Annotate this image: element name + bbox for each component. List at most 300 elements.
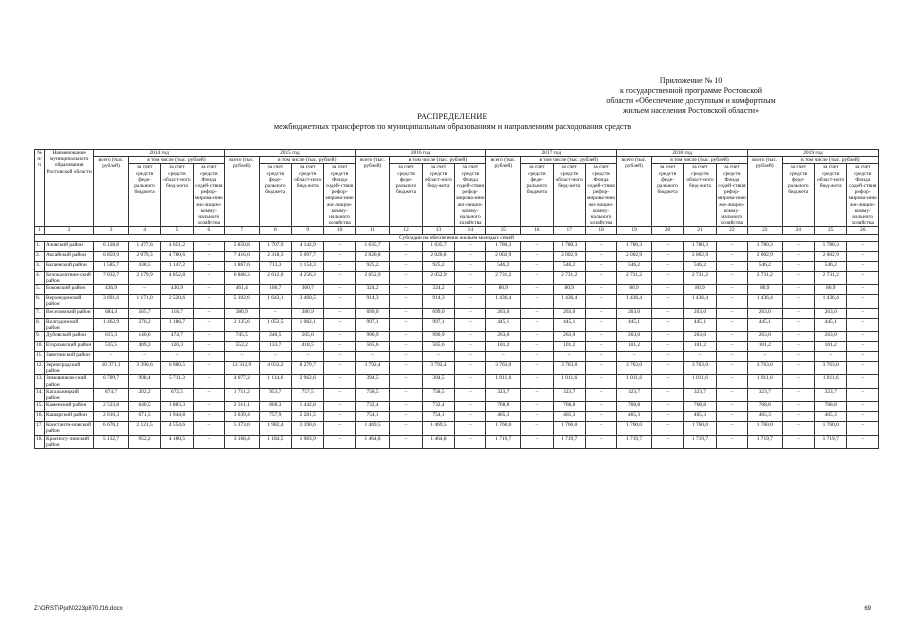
row-number: 9.: [35, 332, 45, 342]
municipality-name: Аксайский район: [45, 251, 94, 261]
row-number: 6.: [35, 295, 45, 308]
value-cell: 546,2: [815, 261, 847, 271]
value-cell: 672,5: [161, 388, 193, 401]
value-cell: –: [651, 352, 683, 362]
value-cell: –: [193, 375, 224, 388]
value-cell: –: [521, 352, 553, 362]
value-cell: 1 707,9: [259, 241, 291, 251]
value-cell: 2 052,9: [355, 271, 390, 284]
value-cell: 768,8: [617, 402, 652, 412]
distribution-table: [34, 149, 879, 449]
value-cell: –: [94, 352, 129, 362]
header-including: в том числе (тыс. рублей): [521, 157, 617, 164]
header-number: № п/п: [35, 150, 45, 227]
value-cell: 997,1: [422, 318, 454, 331]
value-cell: 1 719,7: [684, 435, 716, 448]
value-cell: 3 763,0: [747, 362, 782, 375]
value-cell: 10 371,1: [94, 362, 129, 375]
header-source: за счет средств феде-рального бюджета: [651, 164, 683, 227]
value-cell: 101,2: [486, 342, 521, 352]
value-cell: –: [455, 422, 486, 435]
table-row: [35, 352, 879, 362]
column-number: 5: [161, 227, 193, 234]
value-cell: 768,8: [815, 402, 847, 412]
value-cell: –: [782, 342, 814, 352]
value-cell: –: [455, 402, 486, 412]
value-cell: 1 585,7: [94, 261, 129, 271]
value-cell: 1 436,4: [617, 295, 652, 308]
value-cell: 565,6: [422, 342, 454, 352]
value-cell: 80,9: [486, 285, 521, 295]
value-cell: 263,0: [486, 332, 521, 342]
value-cell: –: [651, 261, 683, 271]
table-row: [35, 412, 879, 422]
value-cell: –: [193, 271, 224, 284]
column-number: 2: [45, 227, 94, 234]
value-cell: –: [390, 435, 422, 448]
value-cell: –: [684, 352, 716, 362]
value-cell: –: [128, 285, 160, 295]
value-cell: 671,5: [128, 412, 160, 422]
value-cell: –: [193, 342, 224, 352]
value-cell: 100,7: [259, 285, 291, 295]
table-row: [35, 362, 879, 375]
value-cell: 1 760,0: [684, 422, 716, 435]
value-cell: –: [193, 332, 224, 342]
value-cell: 418,5: [292, 342, 324, 352]
value-cell: 465,3: [553, 412, 585, 422]
value-cell: –: [847, 332, 879, 342]
value-cell: –: [747, 352, 782, 362]
value-cell: 1 719,7: [815, 435, 847, 448]
value-cell: –: [716, 362, 747, 375]
value-cell: 552,2: [224, 342, 259, 352]
value-cell: –: [259, 308, 291, 318]
value-cell: –: [521, 308, 553, 318]
value-cell: 1 719,7: [617, 435, 652, 448]
row-number: 18.: [35, 435, 45, 448]
value-cell: –: [390, 342, 422, 352]
value-cell: –: [585, 241, 616, 251]
value-cell: 1 436,4: [684, 295, 716, 308]
value-cell: 5 711,3: [161, 375, 193, 388]
value-cell: 1 780,3: [617, 241, 652, 251]
header-total: всего (тыс. рублей): [486, 157, 521, 227]
value-cell: –: [782, 318, 814, 331]
value-cell: –: [782, 241, 814, 251]
header-source: за счет средств феде-рального бюджета: [259, 164, 291, 227]
row-number: 16.: [35, 412, 45, 422]
value-cell: 263,0: [815, 332, 847, 342]
value-cell: –: [193, 435, 224, 448]
value-cell: –: [455, 342, 486, 352]
row-number: 5.: [35, 285, 45, 295]
value-cell: –: [521, 318, 553, 331]
value-cell: 5 097,7: [292, 251, 324, 261]
value-cell: –: [585, 388, 616, 401]
table-row: [35, 422, 879, 435]
value-cell: –: [193, 285, 224, 295]
value-cell: –: [521, 412, 553, 422]
header-source: за счет средств Фонда содей-ствия рефор-мирова-нию жи-лищно-комму-нального хозяйства: [717, 164, 746, 227]
value-cell: 2 135,6: [224, 318, 259, 331]
row-number: 11.: [35, 352, 45, 362]
header-source: за счет средств феде-рального бюджета: [782, 164, 814, 227]
value-cell: –: [324, 318, 355, 331]
municipality-name: Кагальницкий район: [45, 388, 94, 401]
value-cell: 323,7: [486, 388, 521, 401]
value-cell: 386,9: [292, 308, 324, 318]
value-cell: 394,5: [422, 375, 454, 388]
value-cell: 6 980,5: [161, 362, 193, 375]
value-cell: –: [193, 308, 224, 318]
value-cell: 4 256,3: [292, 271, 324, 284]
value-cell: 925,2: [355, 261, 390, 271]
header-including: в том числе (тыс. рублей): [651, 157, 747, 164]
value-cell: –: [455, 352, 486, 362]
value-cell: 2 731,2: [815, 271, 847, 284]
value-cell: 263,0: [553, 332, 585, 342]
section-title: Субсидии на обеспечение жильем молодых семей: [35, 234, 879, 241]
value-cell: 535,5: [94, 342, 129, 352]
value-cell: 699,0: [355, 308, 390, 318]
value-cell: 1 011,6: [684, 375, 716, 388]
value-cell: 12 312,9: [224, 362, 259, 375]
header-total: всего (тыс. рублей): [747, 157, 782, 227]
value-cell: 757,5: [292, 388, 324, 401]
value-cell: –: [716, 318, 747, 331]
table-row: [35, 435, 879, 448]
header-year: 2017 год: [486, 150, 617, 157]
value-cell: 263,0: [553, 308, 585, 318]
value-cell: 1 711,2: [224, 388, 259, 401]
value-cell: 8 279,7: [292, 362, 324, 375]
table-row: [35, 285, 879, 295]
value-cell: –: [324, 285, 355, 295]
municipality-name: Верхнедонской район: [45, 295, 94, 308]
value-cell: –: [847, 388, 879, 401]
value-cell: –: [390, 352, 422, 362]
header-source: за счет средств Фонда содей-ствия рефор-мирова-нию жи-лищно-комму-нального хозяйства: [325, 164, 354, 227]
page-number: 69: [864, 606, 871, 612]
row-number: 4.: [35, 271, 45, 284]
value-cell: –: [651, 241, 683, 251]
value-cell: 445,1: [617, 318, 652, 331]
value-cell: 80,9: [617, 285, 652, 295]
header-municipality: Наименование муниципального образования Ростовской области: [45, 150, 94, 227]
value-cell: –: [193, 318, 224, 331]
value-cell: –: [193, 402, 224, 412]
municipality-name: Зерноградский район: [45, 362, 94, 375]
value-cell: 3 691,6: [94, 295, 129, 308]
value-cell: 3 390,6: [128, 362, 160, 375]
value-cell: –: [455, 318, 486, 331]
value-cell: 5 132,7: [94, 435, 129, 448]
column-number: 12: [390, 227, 422, 234]
value-cell: 101,2: [684, 342, 716, 352]
value-cell: –: [651, 308, 683, 318]
header-total: всего (тыс. рублей): [355, 157, 390, 227]
value-cell: 1 186,7: [161, 318, 193, 331]
row-number: 2.: [35, 251, 45, 261]
value-cell: 263,0: [747, 332, 782, 342]
value-cell: –: [847, 261, 879, 271]
value-cell: 1 760,0: [617, 422, 652, 435]
value-cell: –: [324, 412, 355, 422]
document-title: [0, 112, 905, 132]
value-cell: –: [521, 435, 553, 448]
table-row: [35, 402, 879, 412]
value-cell: 990,9: [355, 332, 390, 342]
value-cell: –: [324, 435, 355, 448]
value-cell: 732,4: [422, 402, 454, 412]
header-total: всего (тыс. рублей): [617, 157, 652, 227]
value-cell: –: [455, 271, 486, 284]
value-cell: 1 011,6: [815, 375, 847, 388]
value-cell: –: [455, 308, 486, 318]
value-cell: 2 612,0: [259, 271, 291, 284]
value-cell: –: [193, 422, 224, 435]
value-cell: 1 944,8: [161, 412, 193, 422]
value-cell: –: [390, 388, 422, 401]
value-cell: –: [521, 375, 553, 388]
value-cell: 914,3: [355, 295, 390, 308]
value-cell: –: [585, 318, 616, 331]
value-cell: 465,3: [486, 412, 521, 422]
value-cell: –: [390, 362, 422, 375]
value-cell: 263,0: [815, 308, 847, 318]
value-cell: –: [847, 402, 879, 412]
value-cell: 80,9: [747, 285, 782, 295]
column-number: 23: [747, 227, 782, 234]
value-cell: –: [521, 261, 553, 271]
municipality-name: Каменский район: [45, 402, 94, 412]
column-number: 25: [815, 227, 847, 234]
value-cell: 1 053,5: [259, 318, 291, 331]
municipality-name: Веселовский район: [45, 308, 94, 318]
value-cell: 640,5: [128, 402, 160, 412]
header-source: за счет средств феде-рального бюджета: [521, 164, 553, 227]
value-cell: 565,6: [355, 342, 390, 352]
value-cell: –: [553, 352, 585, 362]
value-cell: 505,0: [292, 332, 324, 342]
municipality-name: Красносу-линский район: [45, 435, 94, 448]
value-cell: –: [847, 295, 879, 308]
row-number: 3.: [35, 261, 45, 271]
value-cell: 4 651,2: [161, 241, 193, 251]
value-cell: 768,8: [553, 402, 585, 412]
value-cell: –: [324, 241, 355, 251]
value-cell: 732,4: [355, 402, 390, 412]
value-cell: 2 731,2: [684, 271, 716, 284]
value-cell: 2 179,9: [128, 271, 160, 284]
value-cell: –: [716, 422, 747, 435]
value-cell: –: [193, 388, 224, 401]
value-cell: 1 114,6: [259, 375, 291, 388]
column-number: 24: [782, 227, 814, 234]
value-cell: 5 850,8: [224, 241, 259, 251]
value-cell: 2 020,8: [422, 251, 454, 261]
appendix-line: Приложение № 10: [659, 76, 723, 85]
value-cell: 768,8: [747, 402, 782, 412]
value-cell: –: [486, 352, 521, 362]
value-cell: –: [455, 375, 486, 388]
value-cell: 1 780,3: [486, 241, 521, 251]
value-cell: –: [521, 285, 553, 295]
distribution-table-wrapper: [34, 149, 879, 449]
value-cell: –: [521, 388, 553, 401]
value-cell: –: [782, 251, 814, 261]
value-cell: –: [651, 422, 683, 435]
value-cell: –: [847, 342, 879, 352]
value-cell: 465,3: [815, 412, 847, 422]
value-cell: 3 763,0: [617, 362, 652, 375]
value-cell: 1 464,8: [355, 435, 390, 448]
value-cell: 323,7: [684, 388, 716, 401]
value-cell: –: [716, 295, 747, 308]
value-cell: 1 082,1: [292, 318, 324, 331]
appendix-line: к государственной программе Ростовской: [619, 86, 763, 95]
value-cell: –: [651, 251, 683, 261]
value-cell: –: [455, 261, 486, 271]
value-cell: 80,9: [815, 285, 847, 295]
value-cell: –: [716, 402, 747, 412]
municipality-name: Боковский район: [45, 285, 94, 295]
value-cell: 7 416,0: [224, 251, 259, 261]
value-cell: –: [324, 388, 355, 401]
header-source: за счет средств Фонда содей-ствия рефор-мирова-нию жи-лищно-комму-нального хозяйства: [586, 164, 616, 227]
column-number: 26: [847, 227, 879, 234]
value-cell: 202,2: [128, 388, 160, 401]
value-cell: 1 011,6: [486, 375, 521, 388]
value-cell: 925,2: [422, 261, 454, 271]
value-cell: –: [847, 285, 879, 295]
value-cell: –: [259, 352, 291, 362]
header-source: за счет средств феде-рального бюджета: [390, 164, 422, 227]
value-cell: –: [390, 422, 422, 435]
value-cell: 324,2: [422, 285, 454, 295]
value-cell: 465,3: [684, 412, 716, 422]
value-cell: –: [292, 352, 324, 362]
value-cell: 3 763,0: [486, 362, 521, 375]
footer-file-path: Z:\ORST\Ppd\0223p870.f16.docx: [34, 606, 123, 612]
value-cell: 546,2: [747, 261, 782, 271]
value-cell: 263,0: [684, 332, 716, 342]
value-cell: 461,4: [224, 285, 259, 295]
value-cell: 2 002,9: [553, 251, 585, 261]
header-including: в том числе (тыс. рублей): [390, 157, 486, 164]
table-row: [35, 342, 879, 352]
value-cell: 465,3: [747, 412, 782, 422]
value-cell: 2 616,3: [94, 412, 129, 422]
value-cell: –: [847, 362, 879, 375]
value-cell: 1 883,3: [161, 402, 193, 412]
value-cell: 445,1: [815, 318, 847, 331]
column-number: 17: [553, 227, 585, 234]
value-cell: –: [651, 318, 683, 331]
value-cell: 2 731,2: [747, 271, 782, 284]
municipality-name: Зимовников-ский район: [45, 375, 94, 388]
value-cell: –: [193, 261, 224, 271]
value-cell: 2 002,9: [617, 251, 652, 261]
value-cell: 754,1: [422, 412, 454, 422]
value-cell: 4 180,5: [161, 435, 193, 448]
value-cell: –: [782, 362, 814, 375]
value-cell: –: [782, 295, 814, 308]
value-cell: –: [651, 271, 683, 284]
value-cell: 2 731,2: [617, 271, 652, 284]
column-number: 19: [617, 227, 652, 234]
value-cell: –: [651, 285, 683, 295]
value-cell: 5 373,0: [224, 422, 259, 435]
value-cell: –: [585, 295, 616, 308]
value-cell: 276,2: [128, 318, 160, 331]
value-cell: 1 442,8: [292, 402, 324, 412]
value-cell: –: [716, 388, 747, 401]
column-number: 15: [486, 227, 521, 234]
value-cell: –: [390, 412, 422, 422]
value-cell: 546,2: [617, 261, 652, 271]
municipality-name: Константи-новский район: [45, 422, 94, 435]
value-cell: 323,7: [747, 388, 782, 401]
value-cell: –: [847, 422, 879, 435]
value-cell: 546,2: [486, 261, 521, 271]
value-cell: –: [521, 295, 553, 308]
value-cell: 445,1: [684, 318, 716, 331]
value-cell: 1 464,8: [422, 435, 454, 448]
value-cell: –: [128, 352, 160, 362]
header-source: за счет средств област-ного бюд-жета: [815, 164, 847, 227]
column-number: 1: [35, 227, 45, 234]
value-cell: –: [716, 241, 747, 251]
column-number: 11: [355, 227, 390, 234]
value-cell: –: [585, 285, 616, 295]
value-cell: 80,9: [553, 285, 585, 295]
value-cell: 263,0: [617, 308, 652, 318]
value-cell: –: [651, 362, 683, 375]
value-cell: –: [651, 388, 683, 401]
value-cell: 1 436,4: [747, 295, 782, 308]
value-cell: –: [521, 362, 553, 375]
value-cell: 758,5: [355, 388, 390, 401]
value-cell: 324,2: [355, 285, 390, 295]
municipality-name: Багаевский район: [45, 261, 94, 271]
value-cell: 713,3: [259, 261, 291, 271]
value-cell: 1 760,0: [747, 422, 782, 435]
column-numbers-row: [35, 227, 879, 234]
value-cell: –: [847, 251, 879, 261]
value-cell: 6 868,3: [224, 271, 259, 284]
value-cell: 754,1: [355, 412, 390, 422]
value-cell: 1 011,6: [747, 375, 782, 388]
value-cell: –: [455, 295, 486, 308]
value-cell: –: [390, 332, 422, 342]
row-number: 15.: [35, 402, 45, 412]
value-cell: –: [390, 241, 422, 251]
value-cell: 768,8: [684, 402, 716, 412]
value-cell: –: [585, 271, 616, 284]
value-cell: 874,7: [94, 388, 129, 401]
value-cell: –: [193, 251, 224, 261]
value-cell: –: [585, 435, 616, 448]
value-cell: –: [521, 271, 553, 284]
value-cell: 5 102,6: [224, 295, 259, 308]
table-row: [35, 332, 879, 342]
header-including: в том числе (тыс. рублей): [782, 157, 878, 164]
header-source: за счет средств област-ного бюд-жета: [422, 164, 454, 227]
value-cell: 4 077,2: [224, 375, 259, 388]
value-cell: 4 780,6: [161, 251, 193, 261]
